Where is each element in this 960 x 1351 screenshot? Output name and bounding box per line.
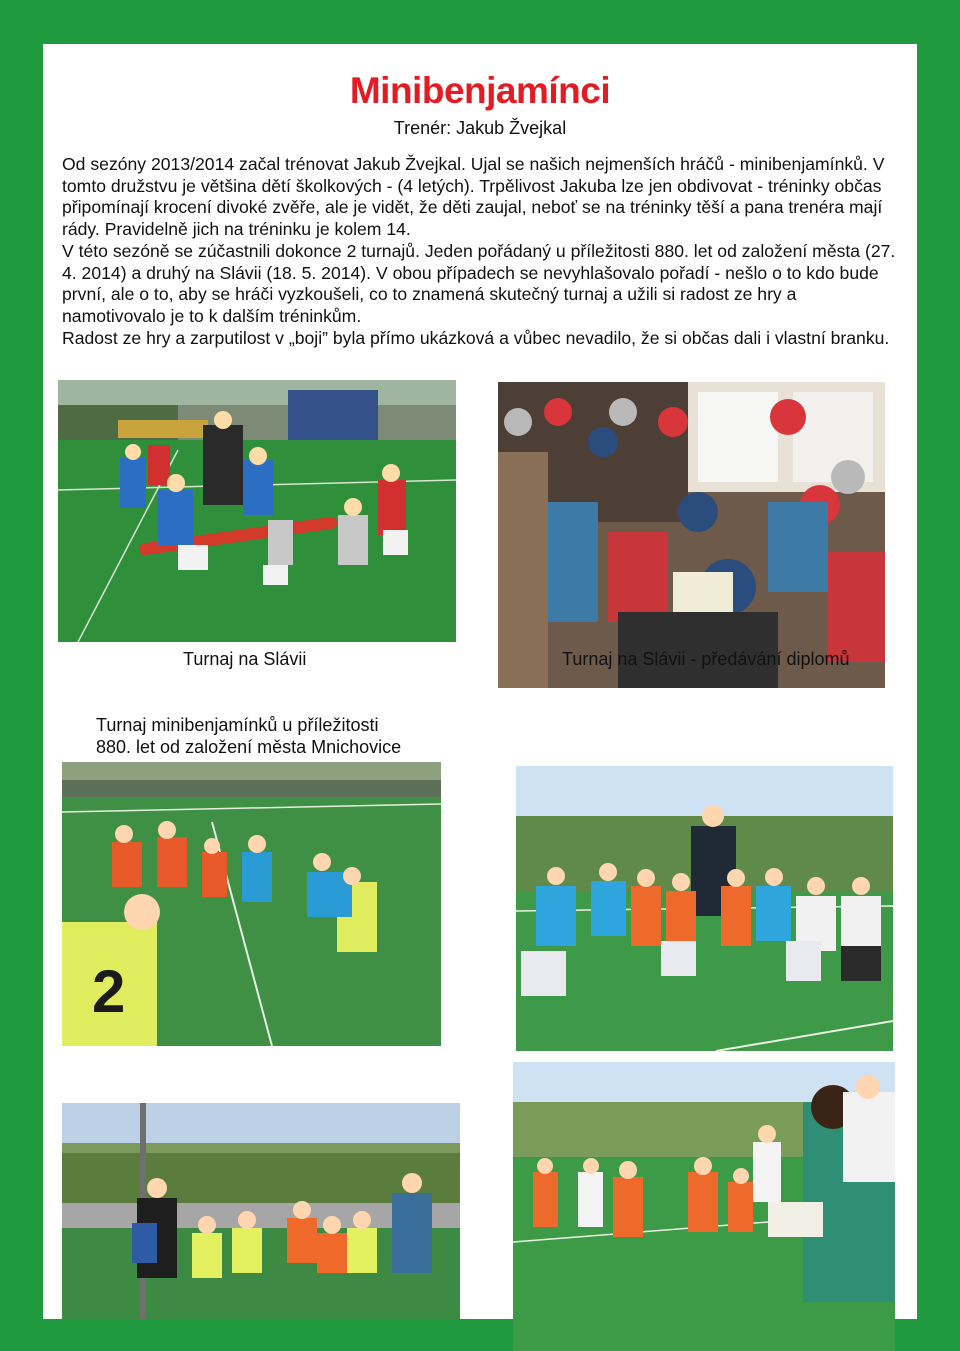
photo-players-drill xyxy=(62,1103,460,1319)
photo-slavia-tournament xyxy=(58,380,456,642)
caption-mnichovice-line: 880. let od založení města Mnichovice xyxy=(96,737,402,757)
paragraph: Radost ze hry a zarputilost v „boji” byla přímo ukázková a vůbec nevadilo, že si občas dali i vlastní branku. xyxy=(62,327,890,348)
svg-text:2: 2 xyxy=(92,958,126,1025)
photo-team-group xyxy=(516,766,893,1051)
caption-mnichovice-line: Turnaj minibenjamínků u příležitosti xyxy=(96,715,379,735)
caption-slavia: Turnaj na Slávii xyxy=(183,649,307,669)
caption-slavia-diplomas: Turnaj na Slávii - předávání diplomů xyxy=(562,649,850,669)
article-body xyxy=(62,154,900,349)
paragraph: V této sezóně se zúčastnili dokonce 2 turnajů. Jeden pořádaný u příležitosti 880. let od založení města (27. 4. 2014) a druhý na Slávii (18. 5. 2014). V obou případech se nevyhlašovalo pořadí - nešlo o to kdo bude první, ale o to, aby se hráči vyzkoušeli, co to znamená skutečný turnaj a užili si radost ze hry a namotivovalo je to k dalším tréninkům. xyxy=(62,240,896,326)
photo-diploma-ceremony xyxy=(498,382,885,688)
photo-mnichovice-match xyxy=(62,762,441,1046)
document-page xyxy=(43,44,917,1319)
photo-diploma-handover xyxy=(513,1062,895,1351)
coach-subtitle: Trenér: Jakub Žvejkal xyxy=(393,118,567,138)
page-title: Minibenjamínci xyxy=(349,70,611,111)
paragraph: Od sezóny 2013/2014 začal trénovat Jakub Žvejkal. Ujal se našich nejmenších hráčů - minibenjamínků. V tomto družstvu je většina dětí školkových - (4 letých). Trpělivost Jakuba lze jen obdivovat - tréninky občas připomínají krocení divoké zvěře, ale je vidět, že děti zaujal, neboť se na tréninky těší a pana trenéra mají rády. Pravidelně jich na tréninku je kolem 14. xyxy=(62,154,885,240)
caption-mnichovice xyxy=(96,714,401,758)
